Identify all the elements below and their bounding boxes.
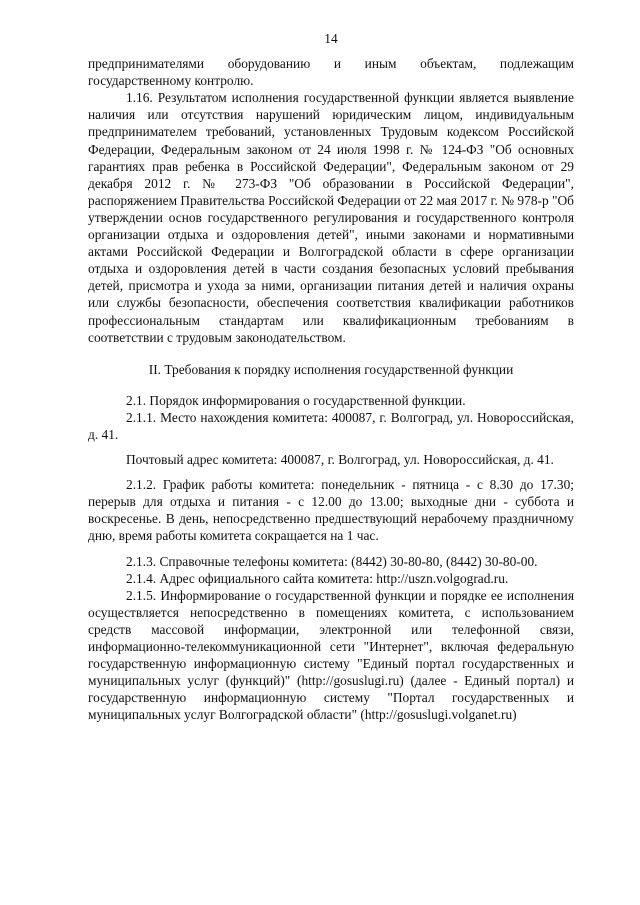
paragraph-1-16: 1.16. Результатом исполнения государственной функции является выявление наличия или отсутствия нарушений юридическим лицом, индивидуальным предпринимателем требований, установленных Трудовым кодексом Российской Федерации, Федеральным законом от 24 июля 1998 г. № 124-ФЗ "Об основных гарантиях прав ребенка в Российской Федерации", Федеральным законом от 29 декабря 2012 г. № 273-ФЗ "Об образовании в Российской Федерации", распоряжением Правительства Российской Федерации от 22 мая 2017 г. № 978-р "Об утверждении основ государственного регулирования и государственного контроля организации отдыха и оздоровления детей", иными законами и нормативными актами Российской Федерации и Волгоградской области в сфере организации отдыха и оздоровления детей в части создания безопасных условий пребывания детей, присмотра и ухода за ними, организации питания детей и наличия охраны или службы безопасности, обеспечения соответствия квалификации работников профессиональным стандартам или квалификационным требованиям в соответствии с трудовым законодательством. [88,90,574,345]
paragraph-2-1-2: 2.1.2. График работы комитета: понедельник - пятница - с 8.30 до 17.30; перерыв для отдыха и питания - с 12.00 до 13.00; выходные дни - суббота и воскресенье. В день, непосредственно предшествующий нерабочему праздничному дню, время работы комитета сокращается на 1 час. [88,477,574,544]
paragraph-2-1-3: 2.1.3. Справочные телефоны комитета: (8442) 30-80-80, (8442) 30-80-00. [126,553,538,569]
paragraph-2-1-4: 2.1.4. Адрес официального сайта комитета: http://uszn.volgograd.ru. [126,570,509,586]
paragraph-2-1-1: 2.1.1. Место нахождения комитета: 400087, г. Волгоград, ул. Новороссийская, д. 41. [88,409,574,442]
paragraph-continuation: предпринимателями оборудованию и иным объектам, подлежащим государственному контролю. [88,56,574,89]
page-number: 14 [324,31,338,46]
section-heading: II. Требования к порядку исполнения государственной функции [148,361,514,377]
paragraph-2-1: 2.1. Порядок информирования о государственной функции. [126,392,466,408]
paragraph-2-1-5: 2.1.5. Информирование о государственной функции и порядке ее исполнения осуществляется непосредственно в помещениях комитета, с использованием средств массовой информации, электронной или телефонной связи, информационно-телекоммуникационной сети "Интернет", включая федеральную государственную информационную систему "Единый портал государственных и муниципальных услуг (функций)" (http://gosuslugi.ru) (далее - Единый портал) и государственную информационную систему "Портал государственных и муниципальных услуг Волгоградской области" (http://gosuslugi.volganet.ru) [88,587,574,723]
document-page [88,30,574,723]
paragraph-postal-address: Почтовый адрес комитета: 400087, г. Волгоград, ул. Новороссийская, д. 41. [126,452,554,468]
